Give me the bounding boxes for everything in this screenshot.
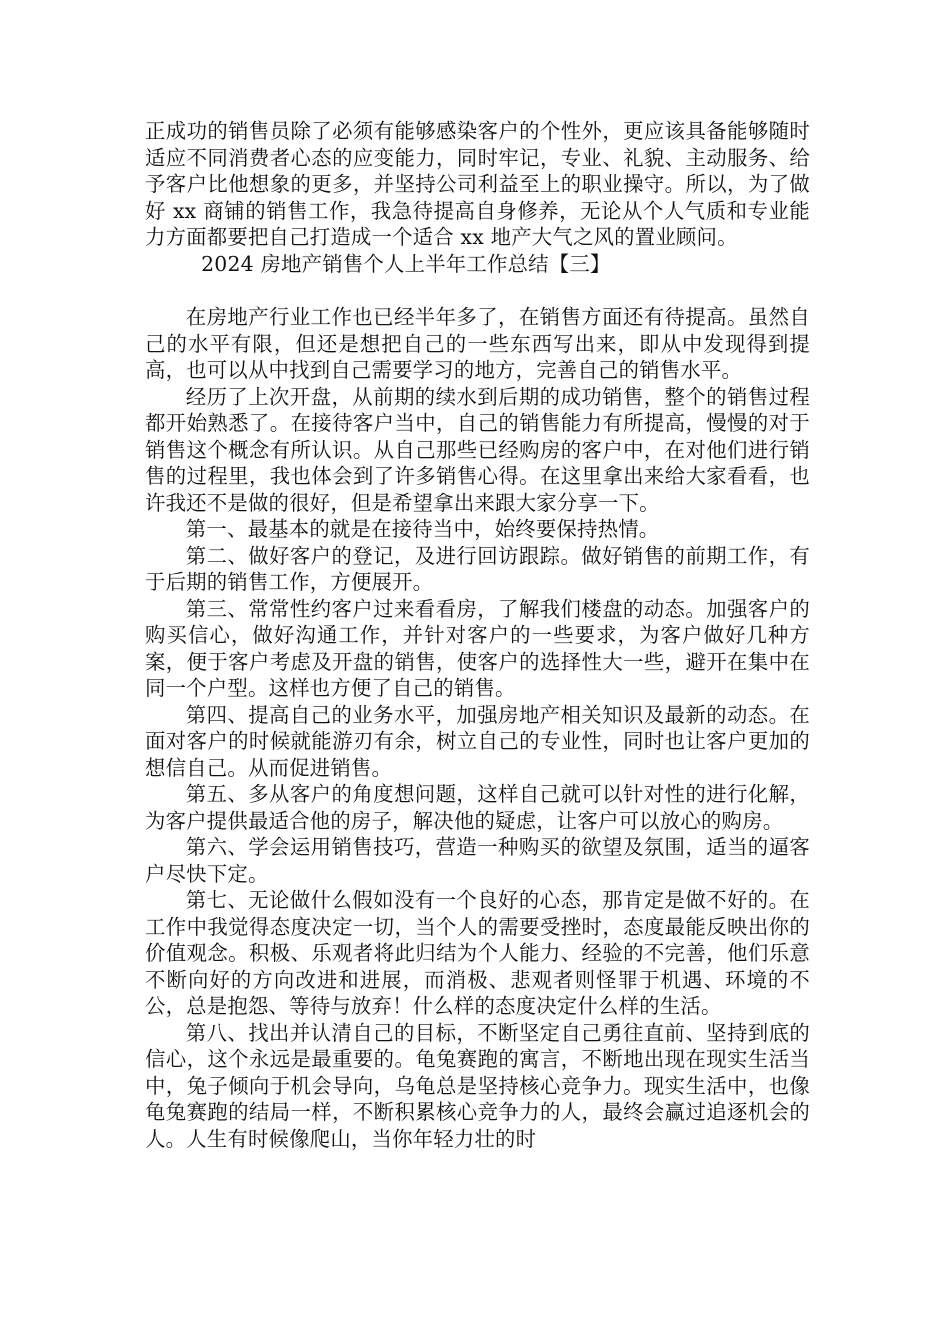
paragraph-point-6: 第六、学会运用销售技巧，营造一种购买的欲望及氛围，适当的逼客户尽快下定。 bbox=[145, 835, 810, 886]
paragraph-point-3: 第三、常常性约客户过来看看房，了解我们楼盘的动态。加强客户的购买信心，做好沟通工作，并针对客户的一些要求，为客户做好几种方案，便于客户考虑及开盘的销售，使客户的选择性大一些，避开在集中在同一个户型。这样也方便了自己的销售。 bbox=[145, 596, 810, 700]
paragraph-intro: 在房地产行业工作也已经半年多了，在销售方面还有待提高。虽然自己的水平有限，但还是想把自己的一些东西写出来，即从中发现得到提高，也可以从中找到自己需要学习的地方，完善自己的销售水平。 bbox=[145, 305, 810, 382]
paragraph-point-8: 第八、找出并认清自己的目标，不断坚定自己勇往直前、坚持到底的信心，这个永远是最重要的。龟兔赛跑的寓言，不断地出现在现实生活当中，兔子倾向于机会导向，乌龟总是坚持核心竞争力。现实生活中，也像龟兔赛跑的结局一样，不断积累核心竞争力的人，最终会赢过追逐机会的人。人生有时候像爬山，当你年轻力壮的时 bbox=[145, 1020, 810, 1151]
paragraph-point-5: 第五、多从客户的角度想问题，这样自己就可以针对性的进行化解，为客户提供最适合他的房子，解决他的疑虑，让客户可以放心的购房。 bbox=[145, 782, 810, 833]
paragraph-point-1: 第一、最基本的就是在接待当中，始终要保持热情。 bbox=[185, 517, 660, 541]
intro-paragraph: 正成功的销售员除了必须有能够感染客户的个性外，更应该具备能够随时适应不同消费者心态的应变能力，同时牢记，专业、礼貌、主动服务、给予客户比他想象的更多，并坚持公司利益至上的职业操守。所以，为了做好 xx 商铺的销售工作，我急待提高自身修养，无论从个人气质和专业能力方面都要把自己打造成一个适合 xx 地产大气之风的置业顾问。 bbox=[145, 119, 810, 249]
paragraph-experience: 经历了上次开盘，从前期的续水到后期的成功销售，整个的销售过程都开始熟悉了。在接待客户当中，自己的销售能力有所提高，慢慢的对于销售这个概念有所认识。从自己那些已经购房的客户中，在对他们进行销售的过程里，我也体会到了许多销售心得。在这里拿出来给大家看看，也许我还不是做的很好，但是希望拿出来跟大家分享一下。 bbox=[145, 384, 810, 515]
paragraph-point-2: 第二、做好客户的登记，及进行回访跟踪。做好销售的前期工作，有于后期的销售工作，方便展开。 bbox=[145, 543, 810, 594]
paragraph-point-4: 第四、提高自己的业务水平，加强房地产相关知识及最新的动态。在面对客户的时候就能游刃有余，树立自己的专业性，同时也让客户更加的想信自己。从而促进销售。 bbox=[145, 702, 810, 780]
section-title: 2024 房地产销售个人上半年工作总结【三】 bbox=[201, 251, 611, 276]
paragraph-point-7: 第七、无论做什么假如没有一个良好的心态，那肯定是做不好的。在工作中我觉得态度决定一切，当个人的需要受挫时，态度最能反映出你的价值观念。积极、乐观者将此归结为个人能力、经验的不完善，他们乐意不断向好的方向改进和进展，而消极、悲观者则怪罪于机遇、环境的不公，总是抱怨、等待与放弃！什么样的态度决定什么样的生活。 bbox=[145, 888, 810, 1018]
document-page bbox=[145, 118, 810, 1152]
